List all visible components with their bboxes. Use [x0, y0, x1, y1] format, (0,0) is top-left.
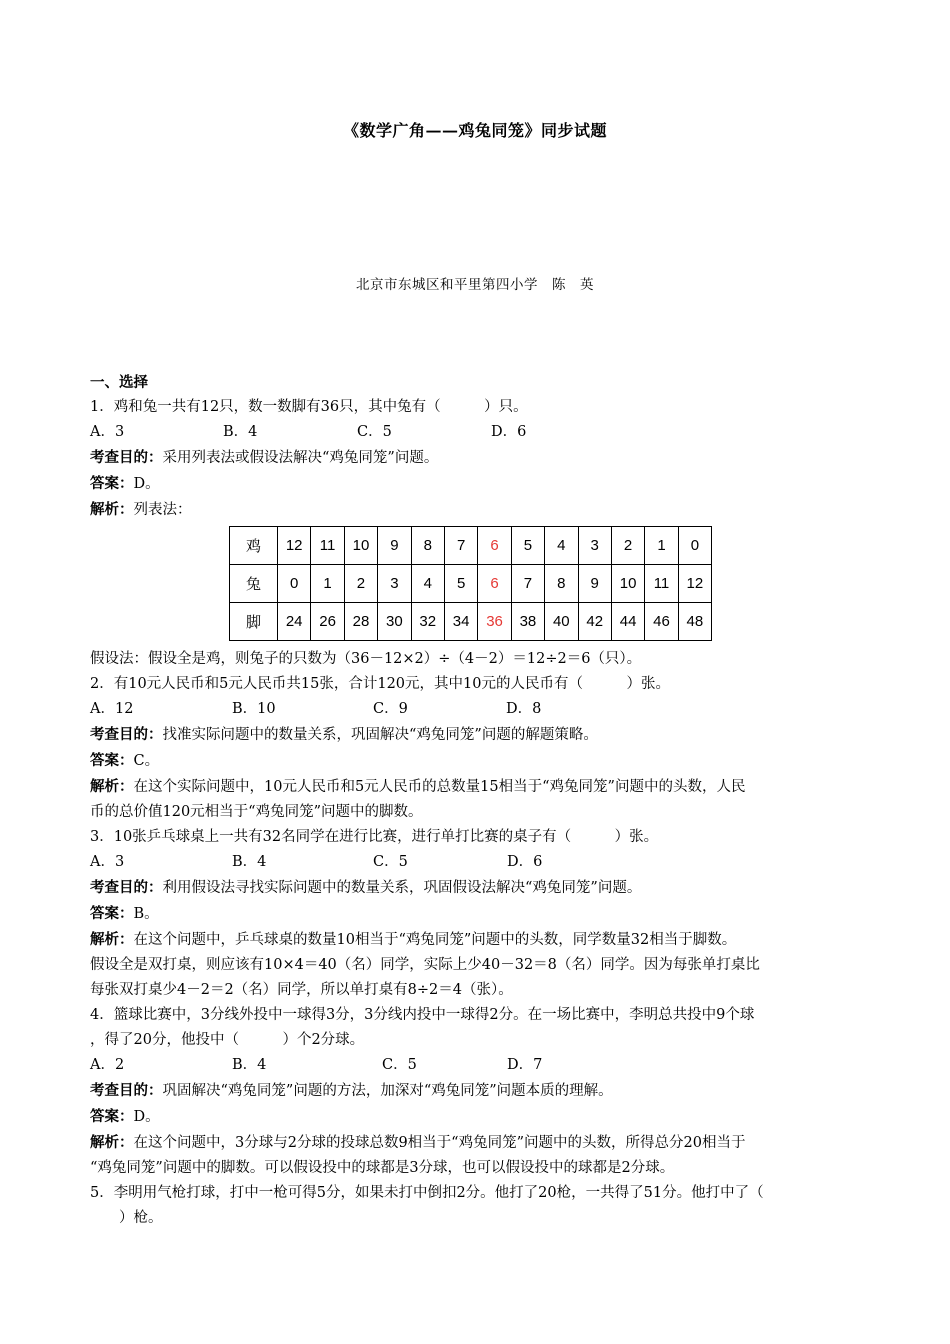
table-cell: 30 [378, 603, 411, 641]
table-cell: 40 [545, 603, 578, 641]
q3-stem: 3．10张乒乓球桌上一共有32名同学在进行比赛，进行单打比赛的桌子有（ ）张。 [90, 829, 659, 845]
q1-purpose [90, 445, 860, 471]
q4-options [90, 1053, 860, 1078]
q2-option-d: D．8 [506, 701, 542, 717]
q4-option-b: B．4 [232, 1057, 267, 1073]
q1-options [90, 420, 860, 445]
q1-option-b: B．4 [223, 424, 258, 440]
q4-analysis-cont: “鸡兔同笼”问题中的脚数。可以假设投中的球都是3分球，也可以假设投中的球都是2分球。 [90, 1160, 675, 1176]
analysis-label: 解析： [90, 1134, 134, 1151]
q2-option-b: B．10 [232, 701, 276, 717]
purpose-label: 考查目的： [90, 726, 163, 743]
table-cell: 10 [344, 527, 377, 565]
table-cell: 32 [411, 603, 444, 641]
table-row [230, 527, 712, 565]
q2-analysis-cont: 币的总价值120元相当于“鸡兔同笼”问题中的脚数。 [90, 804, 423, 820]
table-cell: 9 [578, 565, 611, 603]
analysis-text: 列表法： [133, 502, 192, 518]
purpose-label: 考查目的： [90, 1082, 163, 1099]
table-cell: 48 [678, 603, 711, 641]
q2-option-a: A．12 [90, 701, 134, 717]
q3-option-b: B．4 [232, 854, 267, 870]
q3-option-c: C．5 [373, 854, 408, 870]
table-cell: 5 [511, 527, 544, 565]
table-cell: 11 [645, 565, 678, 603]
table-cell: 1 [311, 565, 344, 603]
q2-stem: 2．有10元人民币和5元人民币共15张，合计120元，其中10元的人民币有（ ）张。 [90, 676, 670, 692]
q2-analysis [90, 774, 860, 800]
q1-option-d: D．6 [491, 424, 527, 440]
analysis-text: 在这个实际问题中，10元人民币和5元人民币的总数量15相当于“鸡兔同笼”问题中的头数，人民 [133, 779, 746, 795]
q3-purpose [90, 875, 860, 901]
purpose-text: 巩固解决“鸡兔同笼”问题的方法，加深对“鸡兔同笼”问题本质的理解。 [162, 1083, 613, 1099]
answer-label: 答案： [90, 1108, 134, 1125]
table-cell: 8 [545, 565, 578, 603]
table-cell: 12 [278, 527, 311, 565]
answer-label: 答案： [90, 752, 134, 769]
table-cell: 8 [411, 527, 444, 565]
q2-answer [90, 748, 860, 774]
q1-answer [90, 471, 860, 497]
listing-table [229, 526, 712, 641]
q2-purpose [90, 722, 860, 748]
purpose-text: 利用假设法寻找实际问题中的数量关系，巩固假设法解决“鸡兔同笼”问题。 [162, 880, 642, 896]
q2-options [90, 697, 860, 722]
analysis-label: 解析： [90, 931, 134, 948]
table-cell: 28 [344, 603, 377, 641]
answer-text: D。 [133, 476, 160, 492]
table-cell: 6 [478, 527, 511, 565]
q3-answer [90, 901, 860, 927]
q4-option-a: A．2 [90, 1057, 125, 1073]
analysis-text: 在这个问题中，3分球与2分球的投球总数9相当于“鸡兔同笼”问题中的头数，所得总分20相当于 [133, 1135, 746, 1151]
table-row [230, 603, 712, 641]
q3-options [90, 850, 860, 875]
q1-option-c: C．5 [357, 424, 392, 440]
analysis-text: 在这个问题中，乒乓球桌的数量10相当于“鸡兔同笼”问题中的头数，同学数量32相当于脚数。 [133, 932, 737, 948]
answer-label: 答案： [90, 905, 134, 922]
table-cell: 46 [645, 603, 678, 641]
table-cell: 2 [344, 565, 377, 603]
purpose-label: 考查目的： [90, 879, 163, 896]
answer-text: B。 [133, 906, 159, 922]
q3-option-a: A．3 [90, 854, 125, 870]
row-header: 脚 [230, 603, 278, 641]
q4-analysis [90, 1130, 860, 1156]
table-cell: 11 [311, 527, 344, 565]
q1-option-a: A．3 [90, 424, 125, 440]
table-cell: 7 [444, 527, 477, 565]
table-row [230, 565, 712, 603]
q1-assumption-method: 假设法：假设全是鸡，则兔子的只数为（36－12×2）÷（4－2）＝12÷2＝6（只）。 [90, 651, 642, 667]
q5-stem: 5．李明用气枪打球，打中一枪可得5分，如果未打中倒扣2分。他打了20枪，一共得了51分。他打中了（ [90, 1185, 764, 1201]
table-cell: 2 [611, 527, 644, 565]
row-header: 兔 [230, 565, 278, 603]
q4-answer [90, 1104, 860, 1130]
q3-analysis [90, 927, 860, 953]
table-cell: 12 [678, 565, 711, 603]
table-cell: 1 [645, 527, 678, 565]
q1-stem: 1．鸡和兔一共有12只，数一数脚有36只，其中兔有（ ）只。 [90, 399, 528, 415]
table-cell: 0 [278, 565, 311, 603]
q3-analysis-cont-2: 每张双打桌少4－2＝2（名）同学，所以单打桌有8÷2＝4（张）。 [90, 982, 513, 998]
purpose-text: 采用列表法或假设法解决“鸡兔同笼”问题。 [162, 450, 439, 466]
document-body [90, 370, 860, 1231]
analysis-label: 解析： [90, 778, 134, 795]
table-cell: 42 [578, 603, 611, 641]
answer-text: D。 [133, 1109, 160, 1125]
table-cell: 24 [278, 603, 311, 641]
purpose-label: 考查目的： [90, 449, 163, 466]
table-cell: 4 [411, 565, 444, 603]
table-cell: 44 [611, 603, 644, 641]
table-cell: 34 [444, 603, 477, 641]
q4-stem: 4．篮球比赛中，3分线外投中一球得3分，3分线内投中一球得2分。在一场比赛中，李明总共投中9个球 [90, 1007, 755, 1023]
table-cell: 26 [311, 603, 344, 641]
answer-label: 答案： [90, 475, 134, 492]
q4-purpose [90, 1078, 860, 1104]
table-cell: 6 [478, 565, 511, 603]
analysis-label: 解析： [90, 501, 134, 518]
purpose-text: 找准实际问题中的数量关系，巩固解决“鸡兔同笼”问题的解题策略。 [162, 727, 598, 743]
table-cell: 10 [611, 565, 644, 603]
q4-option-c: C．5 [382, 1057, 417, 1073]
q4-option-d: D．7 [507, 1057, 543, 1073]
table-cell: 3 [378, 565, 411, 603]
table-cell: 4 [545, 527, 578, 565]
q4-stem-cont: ，得了20分，他投中（ ）个2分球。 [90, 1032, 365, 1048]
section-heading: 一、选择 [90, 374, 148, 391]
table-cell: 38 [511, 603, 544, 641]
document-title: 《数学广角——鸡兔同笼》同步试题 [342, 121, 607, 140]
q2-option-c: C．9 [373, 701, 408, 717]
table-cell: 5 [444, 565, 477, 603]
answer-text: C。 [133, 753, 160, 769]
q3-analysis-cont-1: 假设全是双打桌，则应该有10×4＝40（名）同学，实际上少40－32＝8（名）同学。因为每张单打桌比 [90, 957, 760, 973]
q3-option-d: D．6 [507, 854, 543, 870]
q1-analysis [90, 497, 860, 523]
table-cell: 0 [678, 527, 711, 565]
table-cell: 7 [511, 565, 544, 603]
table-cell: 9 [378, 527, 411, 565]
row-header: 鸡 [230, 527, 278, 565]
author-line: 北京市东城区和平里第四小学 陈 英 [356, 277, 594, 293]
q5-stem-cont: ）枪。 [90, 1210, 163, 1226]
table-cell: 36 [478, 603, 511, 641]
table-cell: 3 [578, 527, 611, 565]
